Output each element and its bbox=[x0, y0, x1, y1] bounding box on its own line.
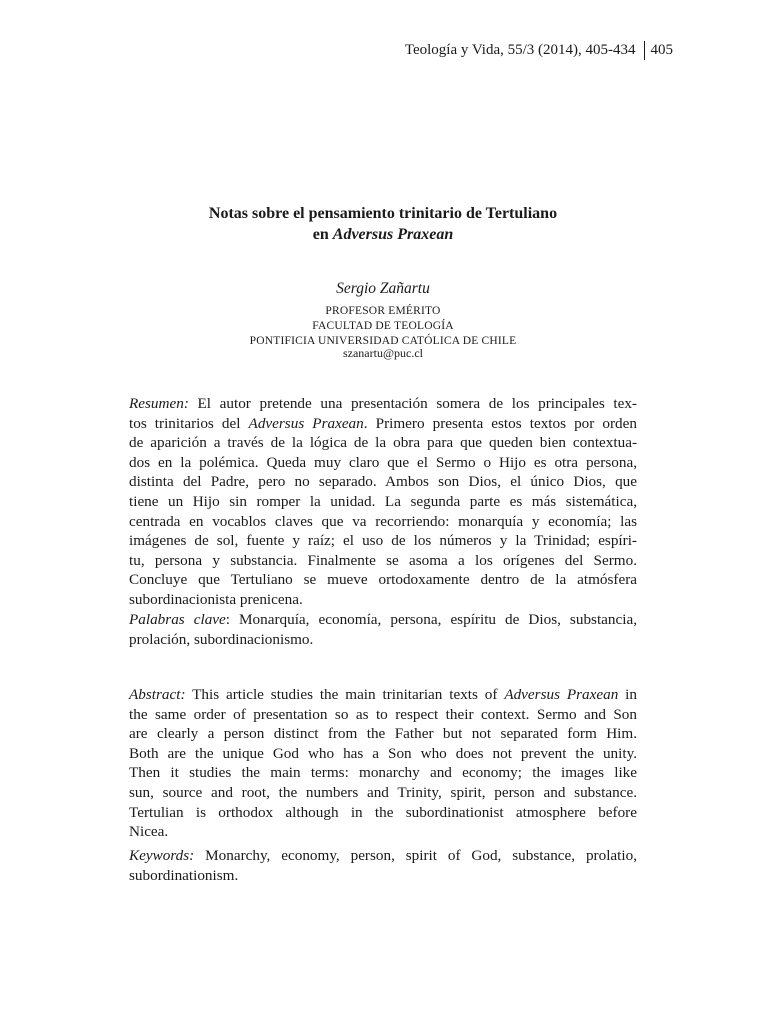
resumen-text: tos trinitarios del bbox=[129, 414, 249, 432]
affiliation-line-1: PROFESOR EMÉRITO bbox=[325, 305, 441, 317]
abstract-line: Tertulian is orthodox although in the subordinationist atmosphere before bbox=[129, 803, 637, 821]
page-number: 405 bbox=[650, 42, 673, 58]
keywords-text: Monarchy, economy, person, spirit of God, substance, prolatio, bbox=[194, 847, 637, 864]
palabras-clave-paragraph bbox=[129, 610, 637, 649]
keywords-line bbox=[129, 846, 637, 866]
title-prefix: en bbox=[312, 226, 333, 243]
palabras-label: Palabras clave bbox=[129, 611, 226, 628]
abstract-line: sun, source and root, the numbers and Trinity, spirit, person and substance. bbox=[129, 783, 637, 801]
author-name: Sergio Zañartu bbox=[336, 280, 430, 297]
abstract-label: Abstract: bbox=[129, 686, 186, 703]
resumen-line: dos en la polémica. Queda muy claro que el Sermo o Hijo es otra persona, bbox=[129, 453, 637, 471]
resumen-italic: Adversus Praxean bbox=[248, 414, 364, 432]
resumen-line: Concluye que Tertuliano se mueve ortodoxamente dentro de la atmósfera bbox=[129, 571, 637, 589]
resumen-label: Resumen: bbox=[129, 395, 189, 412]
resumen-text: . Primero presenta estos textos por orden bbox=[363, 414, 637, 432]
resumen-paragraph bbox=[129, 394, 637, 610]
abstract-line bbox=[129, 685, 637, 705]
affiliation-line-3: PONTIFICIA UNIVERSIDAD CATÓLICA DE CHILE bbox=[249, 335, 517, 347]
resumen-line bbox=[129, 394, 637, 414]
abstract-text: in bbox=[618, 686, 637, 703]
abstract-italic: Adversus Praxean bbox=[504, 686, 619, 703]
title-line-1: Notas sobre el pensamiento trinitario de Tertuliano bbox=[208, 205, 558, 222]
abstract-line: the same order of presentation so as to respect their context. Sermo and Son bbox=[129, 705, 637, 723]
abstract-text: This article studies the main trinitarian texts of bbox=[185, 686, 505, 703]
palabras-line bbox=[129, 610, 637, 630]
title-italic: Adversus Praxean bbox=[332, 226, 454, 243]
palabras-text: : Monarquía, economía, persona, espíritu de Dios, substancia, bbox=[225, 611, 637, 628]
abstract-line: are clearly a person distinct from the Father but not separated form Him. bbox=[129, 725, 637, 743]
author-email: szanartu@puc.cl bbox=[342, 346, 423, 360]
resumen-text: El autor pretende una presentación somera de los principales tex- bbox=[188, 395, 637, 412]
abstract-line: Then it studies the main terms: monarchy and economy; the images like bbox=[129, 764, 637, 782]
keywords-line: subordinationism. bbox=[129, 866, 239, 884]
keywords-label: Keywords: bbox=[129, 847, 195, 864]
author-affiliation bbox=[129, 304, 637, 349]
article-title bbox=[129, 203, 637, 245]
affiliation-line-2: FACULTAD DE TEOLOGÍA bbox=[312, 320, 454, 332]
journal-citation: Teología y Vida, 55/3 (2014), 405-434 bbox=[404, 42, 636, 58]
palabras-line: prolación, subordinacionismo. bbox=[129, 630, 314, 648]
resumen-line bbox=[129, 414, 637, 434]
abstract-line: Nicea. bbox=[129, 823, 169, 841]
resumen-line: centrada en vocablos claves que va recorriendo: monarquía y economía; las bbox=[129, 512, 637, 530]
resumen-line: imágenes de sol, fuente y raíz; el uso de los números y la Trinidad; espíri- bbox=[129, 532, 637, 550]
resumen-line: de aparición a través de la lógica de la obra para que queden bien contextua- bbox=[129, 434, 637, 452]
resumen-line: subordinacionista prenicena. bbox=[129, 590, 303, 608]
resumen-line: tu, persona y substancia. Finalmente se asoma a los orígenes del Sermo. bbox=[129, 551, 637, 569]
abstract-line: Both are the unique God who has a Son who does not prevent the unity. bbox=[129, 744, 637, 762]
header-divider bbox=[644, 41, 645, 60]
resumen-line: tiene un Hijo sin romper la unidad. La segunda parte es más sistemática, bbox=[129, 492, 637, 510]
keywords-paragraph bbox=[129, 846, 637, 885]
abstract-paragraph bbox=[129, 685, 637, 842]
title-line-2 bbox=[129, 224, 637, 245]
running-header bbox=[405, 41, 673, 60]
resumen-line: distinta del Padre, pero no separado. Ambos son Dios, el único Dios, que bbox=[129, 473, 637, 491]
